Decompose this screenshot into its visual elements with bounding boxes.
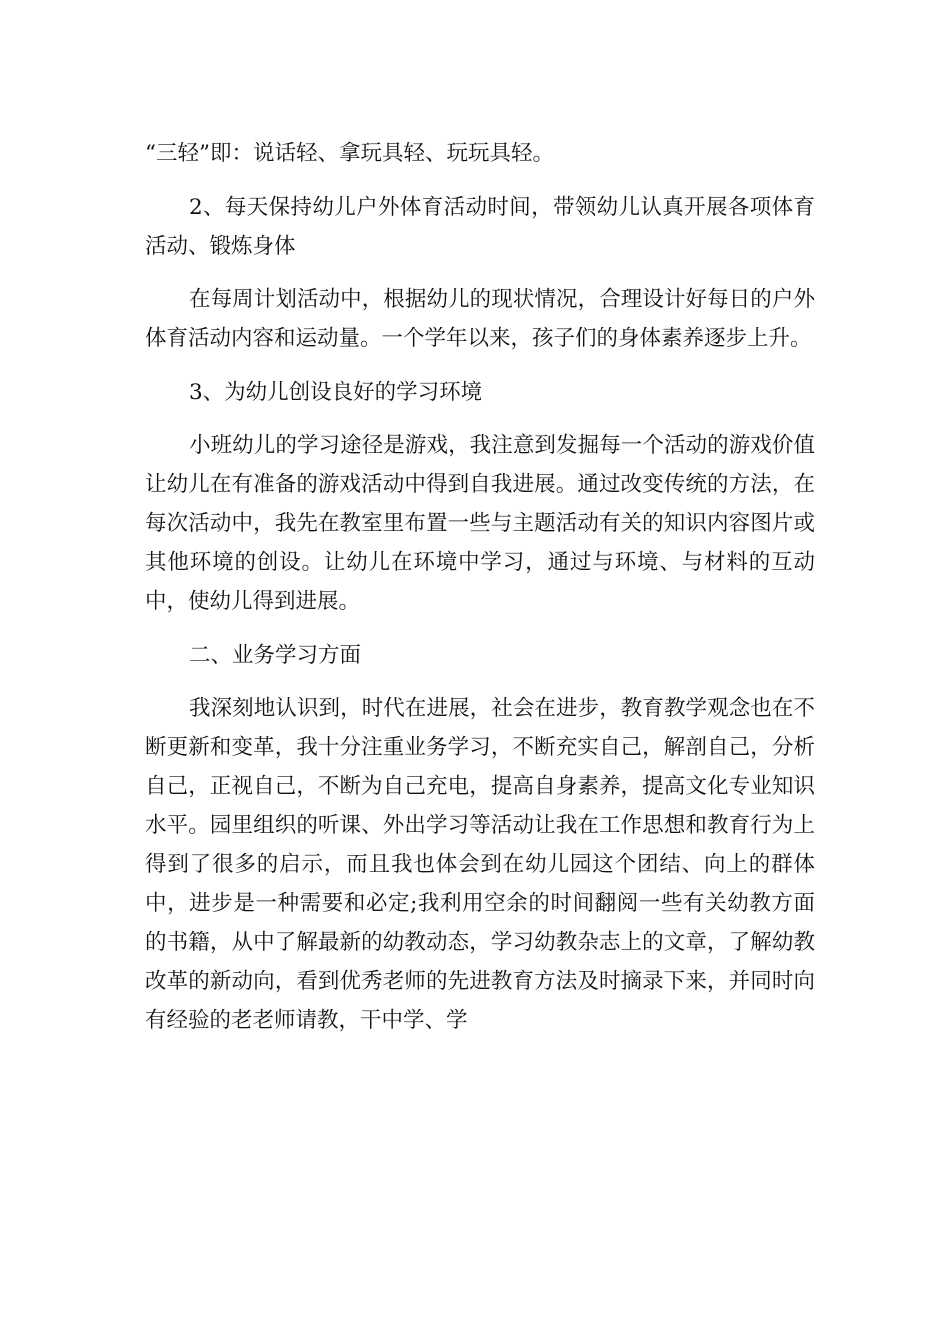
paragraph-professional-study: 我深刻地认识到，时代在进展，社会在进步，教育教学观念也在不断更新和变革，我十分注重业务学习，不断充实自己，解剖自己，分析自己，正视自己，不断为自己充电，提高自身素养，提高文化专业知识水平。园里组织的听课、外出学习等活动让我在工作思想和教育行为上得到了很多的启示，而且我也体会到在幼儿园这个团结、向上的群体中，进步是一种需要和必定;我利用空余的时间翻阅一些有关幼教方面的书籍，从中了解最新的幼教动态，学习幼教杂志上的文章，了解幼教改革的新动向，看到优秀老师的先进教育方法及时摘录下来，并同时向有经验的老老师请教，干中学、学 bbox=[145, 696, 815, 1033]
heading-outdoor-activity: 2、每天保持幼儿户外体育活动时间，带领幼儿认真开展各项体育活动、锻炼身体 bbox=[145, 194, 815, 259]
document-body bbox=[145, 134, 815, 1040]
paragraph-three-quiet: “三轻”即：说话轻、拿玩具轻、玩玩具轻。 bbox=[145, 141, 554, 166]
paragraph-weekly-plan: 在每周计划活动中，根据幼儿的现状情况，合理设计好每日的户外体育活动内容和运动量。一个学年以来，孩子们的身体素养逐步上升。 bbox=[145, 287, 815, 351]
paragraph-learning-through-play: 小班幼儿的学习途径是游戏，我注意到发掘每一个活动的游戏价值让幼儿在有准备的游戏活动中得到自我进展。通过改变传统的方法，在每次活动中，我先在教室里布置一些与主题活动有关的知识内容图片或其他环境的创设。让幼儿在环境中学习，通过与环境、与材料的互动中，使幼儿得到进展。 bbox=[145, 433, 815, 614]
section-heading-professional-study: 二、业务学习方面 bbox=[189, 642, 362, 668]
heading-learning-environment: 3、为幼儿创设良好的学习环境 bbox=[189, 379, 483, 405]
